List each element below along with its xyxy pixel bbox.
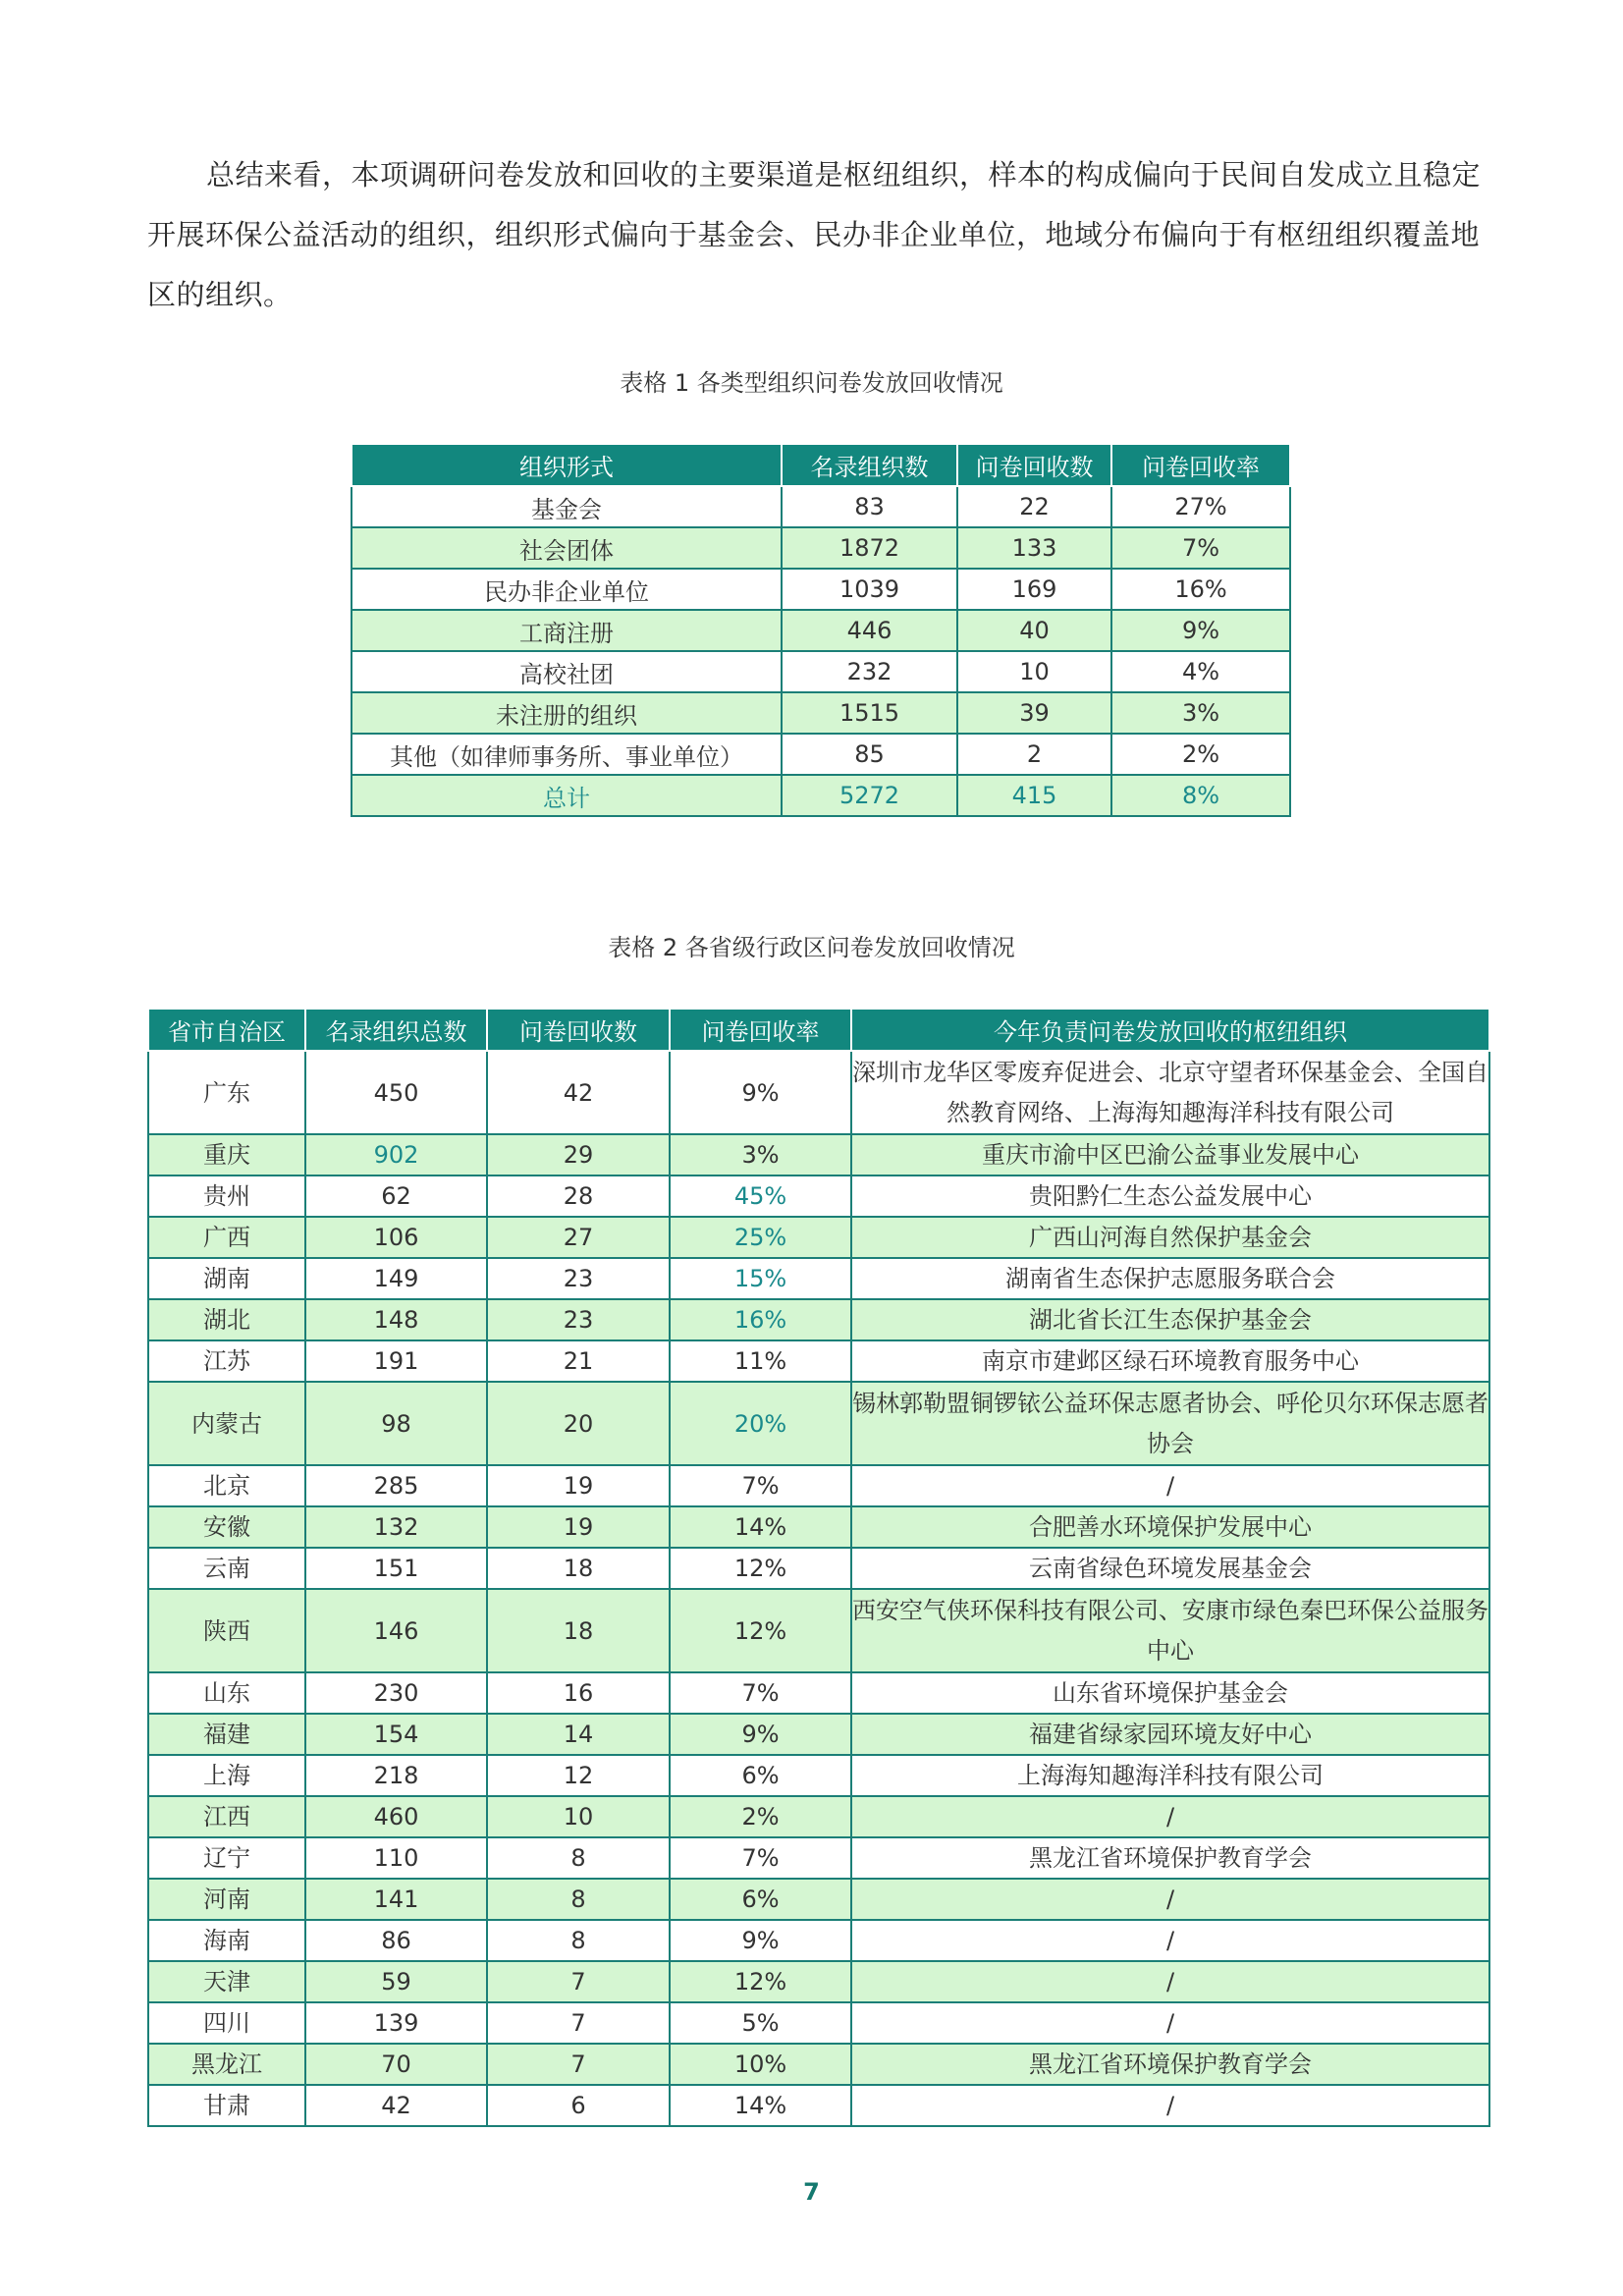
- form-cell: 基金会: [352, 486, 782, 527]
- table-row: [352, 692, 1290, 734]
- rate-cell: 2%: [1111, 734, 1290, 775]
- listed-cell: 1515: [782, 692, 957, 734]
- table-row: [148, 1134, 1489, 1175]
- rate-cell: 9%: [670, 1051, 851, 1134]
- rate-cell: 27%: [1111, 486, 1290, 527]
- province-table: [147, 1008, 1490, 2127]
- hub-cell: 云南省绿色环境发展基金会: [851, 1548, 1489, 1589]
- hub-cell: 黑龙江省环境保护教育学会: [851, 1837, 1489, 1879]
- total-cell: 86: [305, 1920, 487, 1961]
- hub-cell: /: [851, 2085, 1489, 2126]
- returned-cell: 8: [487, 1879, 670, 1920]
- table-row: [148, 2044, 1489, 2085]
- table-row: [148, 1299, 1489, 1340]
- province-cell: 北京: [148, 1465, 305, 1506]
- hub-cell: 南京市建邺区绿石环境教育服务中心: [851, 1340, 1489, 1382]
- returned-cell: 169: [957, 569, 1111, 610]
- header-cell: 问卷回收率: [1111, 444, 1290, 486]
- province-cell: 湖南: [148, 1258, 305, 1299]
- returned-cell: 6: [487, 2085, 670, 2126]
- total-cell: 230: [305, 1672, 487, 1714]
- table-row: [148, 1548, 1489, 1589]
- returned-cell: 23: [487, 1299, 670, 1340]
- returned-cell: 16: [487, 1672, 670, 1714]
- rate-cell: 20%: [670, 1382, 851, 1465]
- province-cell: 河南: [148, 1879, 305, 1920]
- table-row: [148, 1672, 1489, 1714]
- rate-cell: 4%: [1111, 651, 1290, 692]
- total-label-cell: 总计: [352, 775, 782, 816]
- total-cell: 148: [305, 1299, 487, 1340]
- table-row: [148, 1217, 1489, 1258]
- table-row: [148, 1837, 1489, 1879]
- form-cell: 社会团体: [352, 527, 782, 569]
- total-cell: 154: [305, 1714, 487, 1755]
- returned-cell: 8: [487, 1837, 670, 1879]
- province-cell: 辽宁: [148, 1837, 305, 1879]
- province-cell: 云南: [148, 1548, 305, 1589]
- table-row: [352, 610, 1290, 651]
- returned-cell: 7: [487, 1961, 670, 2002]
- rate-cell: 2%: [670, 1796, 851, 1837]
- table-row: [352, 527, 1290, 569]
- total-cell: 902: [305, 1134, 487, 1175]
- returned-cell: 23: [487, 1258, 670, 1299]
- form-cell: 工商注册: [352, 610, 782, 651]
- form-cell: 其他（如律师事务所、事业单位）: [352, 734, 782, 775]
- form-cell: 高校社团: [352, 651, 782, 692]
- returned-cell: 10: [487, 1796, 670, 1837]
- header-cell: 省市自治区: [148, 1009, 305, 1051]
- rate-cell: 11%: [670, 1340, 851, 1382]
- rate-cell: 5%: [670, 2002, 851, 2044]
- returned-cell: 28: [487, 1175, 670, 1217]
- rate-cell: 7%: [670, 1672, 851, 1714]
- listed-cell: 232: [782, 651, 957, 692]
- returned-cell: 42: [487, 1051, 670, 1134]
- hub-cell: 上海海知趣海洋科技有限公司: [851, 1755, 1489, 1796]
- table-row: [148, 1920, 1489, 1961]
- rate-cell: 9%: [670, 1714, 851, 1755]
- rate-cell: 7%: [670, 1837, 851, 1879]
- province-cell: 贵州: [148, 1175, 305, 1217]
- table-row: [148, 1340, 1489, 1382]
- total-cell: 218: [305, 1755, 487, 1796]
- returned-cell: 2: [957, 734, 1111, 775]
- header-cell: 名录组织数: [782, 444, 957, 486]
- table-row: [148, 1755, 1489, 1796]
- hub-cell: /: [851, 2002, 1489, 2044]
- rate-cell: 6%: [670, 1879, 851, 1920]
- listed-cell: 1039: [782, 569, 957, 610]
- hub-cell: 合肥善水环境保护发展中心: [851, 1506, 1489, 1548]
- table-row: [148, 1051, 1489, 1134]
- hub-cell: 黑龙江省环境保护教育学会: [851, 2044, 1489, 2085]
- listed-cell: 83: [782, 486, 957, 527]
- table-row: [148, 1465, 1489, 1506]
- total-cell: 450: [305, 1051, 487, 1134]
- returned-cell: 39: [957, 692, 1111, 734]
- rate-cell: 3%: [670, 1134, 851, 1175]
- total-rate-cell: 8%: [1111, 775, 1290, 816]
- returned-cell: 20: [487, 1382, 670, 1465]
- rate-cell: 9%: [670, 1920, 851, 1961]
- total-cell: 285: [305, 1465, 487, 1506]
- total-cell: 139: [305, 2002, 487, 2044]
- province-cell: 上海: [148, 1755, 305, 1796]
- rate-cell: 6%: [670, 1755, 851, 1796]
- hub-cell: /: [851, 1961, 1489, 2002]
- total-cell: 106: [305, 1217, 487, 1258]
- total-returned-cell: 415: [957, 775, 1111, 816]
- table-row: [352, 651, 1290, 692]
- province-cell: 山东: [148, 1672, 305, 1714]
- table-row: [148, 1258, 1489, 1299]
- listed-cell: 1872: [782, 527, 957, 569]
- returned-cell: 133: [957, 527, 1111, 569]
- total-cell: 62: [305, 1175, 487, 1217]
- returned-cell: 12: [487, 1755, 670, 1796]
- hub-cell: 山东省环境保护基金会: [851, 1672, 1489, 1714]
- rate-cell: 9%: [1111, 610, 1290, 651]
- total-cell: 70: [305, 2044, 487, 2085]
- returned-cell: 8: [487, 1920, 670, 1961]
- province-cell: 湖北: [148, 1299, 305, 1340]
- rate-cell: 12%: [670, 1961, 851, 2002]
- hub-cell: 广西山河海自然保护基金会: [851, 1217, 1489, 1258]
- rate-cell: 7%: [670, 1465, 851, 1506]
- table-row: [352, 486, 1290, 527]
- province-cell: 天津: [148, 1961, 305, 2002]
- table1-caption: 表格 1 各类型组织问卷发放回收情况: [620, 369, 1003, 397]
- returned-cell: 19: [487, 1465, 670, 1506]
- rate-cell: 14%: [670, 2085, 851, 2126]
- total-cell: 42: [305, 2085, 487, 2126]
- total-cell: 191: [305, 1340, 487, 1382]
- returned-cell: 18: [487, 1548, 670, 1589]
- header-cell: 问卷回收率: [670, 1009, 851, 1051]
- table-row: [148, 2085, 1489, 2126]
- total-cell: 146: [305, 1589, 487, 1672]
- province-cell: 陕西: [148, 1589, 305, 1672]
- table-row: [148, 1382, 1489, 1465]
- table-row: [148, 1175, 1489, 1217]
- total-listed-cell: 5272: [782, 775, 957, 816]
- total-cell: 98: [305, 1382, 487, 1465]
- province-cell: 甘肃: [148, 2085, 305, 2126]
- header-cell: 问卷回收数: [957, 444, 1111, 486]
- rate-cell: 16%: [1111, 569, 1290, 610]
- returned-cell: 10: [957, 651, 1111, 692]
- rate-cell: 12%: [670, 1548, 851, 1589]
- total-cell: 132: [305, 1506, 487, 1548]
- returned-cell: 18: [487, 1589, 670, 1672]
- province-cell: 广东: [148, 1051, 305, 1134]
- total-cell: 151: [305, 1548, 487, 1589]
- rate-cell: 15%: [670, 1258, 851, 1299]
- table-row: [352, 569, 1290, 610]
- hub-cell: 湖南省生态保护志愿服务联合会: [851, 1258, 1489, 1299]
- total-cell: 59: [305, 1961, 487, 2002]
- table-row: [148, 1506, 1489, 1548]
- org-type-table: [351, 443, 1291, 817]
- hub-cell: 贵阳黔仁生态公益发展中心: [851, 1175, 1489, 1217]
- total-cell: 460: [305, 1796, 487, 1837]
- rate-cell: 45%: [670, 1175, 851, 1217]
- total-cell: 141: [305, 1879, 487, 1920]
- returned-cell: 40: [957, 610, 1111, 651]
- total-row: [352, 775, 1290, 816]
- table2-caption: 表格 2 各省级行政区问卷发放回收情况: [608, 934, 1015, 961]
- form-cell: 未注册的组织: [352, 692, 782, 734]
- province-cell: 江苏: [148, 1340, 305, 1382]
- total-cell: 149: [305, 1258, 487, 1299]
- returned-cell: 7: [487, 2002, 670, 2044]
- province-cell: 海南: [148, 1920, 305, 1961]
- listed-cell: 446: [782, 610, 957, 651]
- hub-cell: 湖北省长江生态保护基金会: [851, 1299, 1489, 1340]
- province-cell: 江西: [148, 1796, 305, 1837]
- province-cell: 内蒙古: [148, 1382, 305, 1465]
- returned-cell: 14: [487, 1714, 670, 1755]
- form-cell: 民办非企业单位: [352, 569, 782, 610]
- returned-cell: 21: [487, 1340, 670, 1382]
- hub-cell: /: [851, 1465, 1489, 1506]
- province-cell: 福建: [148, 1714, 305, 1755]
- rate-cell: 10%: [670, 2044, 851, 2085]
- rate-cell: 16%: [670, 1299, 851, 1340]
- table-row: [148, 1589, 1489, 1672]
- header-cell: 今年负责问卷发放回收的枢纽组织: [851, 1009, 1489, 1051]
- table-row: [352, 734, 1290, 775]
- hub-cell: 锡林郭勒盟铜锣铱公益环保志愿者协会、呼伦贝尔环保志愿者协会: [851, 1382, 1489, 1465]
- header-cell: 组织形式: [352, 444, 782, 486]
- hub-cell: /: [851, 1920, 1489, 1961]
- province-cell: 广西: [148, 1217, 305, 1258]
- hub-cell: 福建省绿家园环境友好中心: [851, 1714, 1489, 1755]
- rate-cell: 25%: [670, 1217, 851, 1258]
- hub-cell: /: [851, 1879, 1489, 1920]
- province-cell: 重庆: [148, 1134, 305, 1175]
- header-cell: 问卷回收数: [487, 1009, 670, 1051]
- hub-cell: 西安空气侠环保科技有限公司、安康市绿色秦巴环保公益服务中心: [851, 1589, 1489, 1672]
- listed-cell: 85: [782, 734, 957, 775]
- total-cell: 110: [305, 1837, 487, 1879]
- returned-cell: 22: [957, 486, 1111, 527]
- table-row: [148, 1879, 1489, 1920]
- hub-cell: 深圳市龙华区零废弃促进会、北京守望者环保基金会、全国自然教育网络、上海海知趣海洋科技有限公司: [851, 1051, 1489, 1134]
- province-cell: 四川: [148, 2002, 305, 2044]
- table-row: [148, 1714, 1489, 1755]
- returned-cell: 19: [487, 1506, 670, 1548]
- rate-cell: 12%: [670, 1589, 851, 1672]
- header-cell: 名录组织总数: [305, 1009, 487, 1051]
- page-number: 7: [803, 2178, 820, 2206]
- returned-cell: 7: [487, 2044, 670, 2085]
- returned-cell: 27: [487, 1217, 670, 1258]
- rate-cell: 3%: [1111, 692, 1290, 734]
- returned-cell: 29: [487, 1134, 670, 1175]
- table-row: [148, 1961, 1489, 2002]
- province-cell: 安徽: [148, 1506, 305, 1548]
- rate-cell: 7%: [1111, 527, 1290, 569]
- summary-paragraph: 总结来看，本项调研问卷发放和回收的主要渠道是枢纽组织，样本的构成偏向于民间自发成立且稳定开展环保公益活动的组织，组织形式偏向于基金会、民办非企业单位，地域分布偏向于有枢纽组织覆盖地区的组织。: [147, 158, 1482, 311]
- rate-cell: 14%: [670, 1506, 851, 1548]
- table-row: [148, 1796, 1489, 1837]
- table-row: [148, 2002, 1489, 2044]
- hub-cell: /: [851, 1796, 1489, 1837]
- hub-cell: 重庆市渝中区巴渝公益事业发展中心: [851, 1134, 1489, 1175]
- province-cell: 黑龙江: [148, 2044, 305, 2085]
